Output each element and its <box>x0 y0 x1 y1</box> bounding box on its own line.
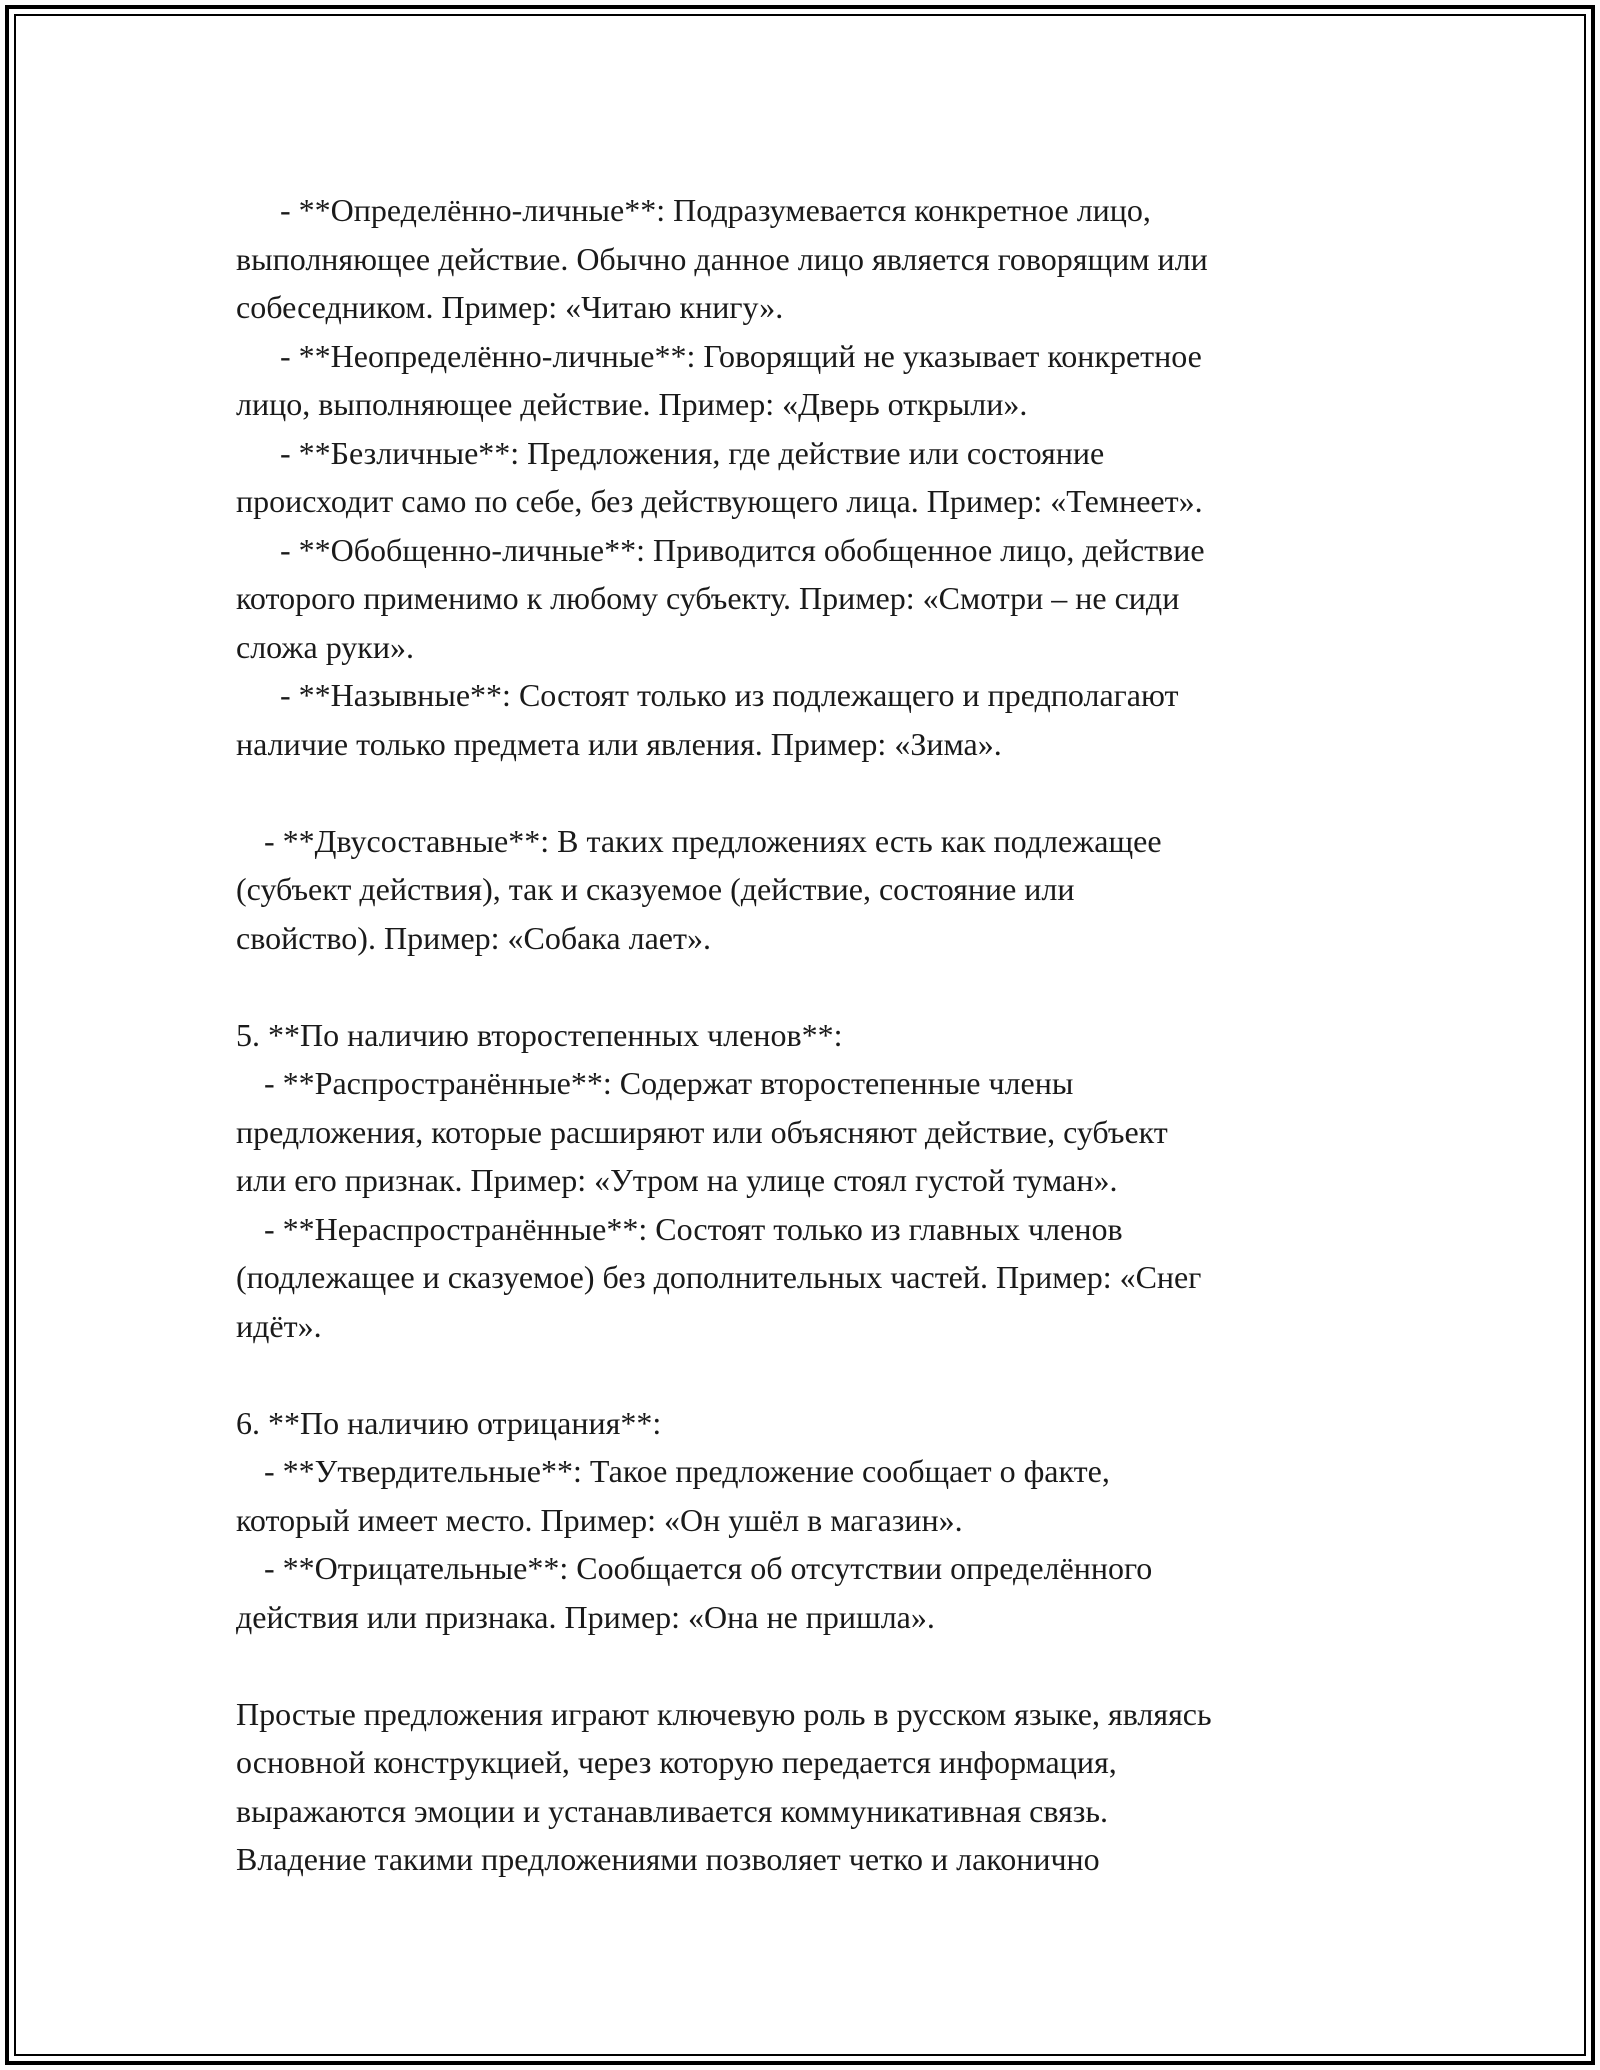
text-line: сложа руки». <box>236 628 414 665</box>
blank-line <box>236 1350 1376 1399</box>
text-line: Простые предложения играют ключевую роль в русском языке, являясь <box>236 1695 1212 1732</box>
text-line: - **Отрицательные**: Сообщается об отсутствии определённого <box>264 1550 1153 1586</box>
text-line: Владение такими предложениями позволяет четко и лаконично <box>236 1841 1100 1877</box>
text-line: основной конструкцией, через которую передается информация, <box>236 1744 1117 1780</box>
blank-line <box>236 1641 1376 1690</box>
text-line: (субъект действия), так и сказуемое (действие, состояние или <box>236 871 1075 907</box>
text-line: 6. **По наличию отрицания**: <box>236 1404 662 1441</box>
text-line: - **Определённо-личные**: Подразумевается конкретное лицо, <box>280 192 1151 228</box>
text-line: - **Неопределённо-личные**: Говорящий не указывает конкретное <box>280 337 1202 374</box>
text-line: 5. **По наличию второстепенных членов**: <box>236 1016 843 1053</box>
text-line: который имеет место. Пример: «Он ушёл в магазин». <box>236 1501 963 1538</box>
text-line: которого применимо к любому субъекту. Пример: «Смотри – не сиди <box>236 580 1180 616</box>
text-line: происходит само по себе, без действующего лица. Пример: «Темнеет». <box>236 483 1203 519</box>
text-line: наличие только предмета или явления. Пример: «Зима». <box>236 725 1002 762</box>
text-line: (подлежащее и сказуемое) без дополнительных частей. Пример: «Снег <box>236 1259 1202 1295</box>
text-line: идёт». <box>236 1307 322 1344</box>
text-line: - **Обобщенно-личные**: Приводится обобщенное лицо, действие <box>280 531 1205 568</box>
text-line: - **Двусоставные**: В таких предложениях есть как подлежащее <box>264 822 1162 859</box>
text-line: - **Назывные**: Состоят только из подлежащего и предполагают <box>280 677 1179 713</box>
blank-line <box>236 962 1376 1011</box>
document-body <box>236 186 1376 1884</box>
text-line: - **Безличные**: Предложения, где действие или состояние <box>280 434 1105 471</box>
text-line: свойство). Пример: «Собака лает». <box>236 919 711 956</box>
text-line: действия или признака. Пример: «Она не пришла». <box>236 1598 935 1635</box>
text-line: выражаются эмоции и устанавливается коммуникативная связь. <box>236 1792 1108 1829</box>
text-line: выполняющее действие. Обычно данное лицо является говорящим или <box>236 240 1208 277</box>
blank-line <box>236 768 1376 817</box>
text-line: - **Распространённые**: Содержат второстепенные члены <box>264 1065 1074 1101</box>
text-line: лицо, выполняющее действие. Пример: «Дверь открыли». <box>236 386 1028 422</box>
text-line: предложения, которые расширяют или объясняют действие, субъект <box>236 1113 1168 1150</box>
text-line: - **Нераспространённые**: Состоят только из главных членов <box>264 1210 1123 1247</box>
text-line: - **Утвердительные**: Такое предложение сообщает о факте, <box>264 1453 1110 1489</box>
text-line: или его признак. Пример: «Утром на улице стоял густой туман». <box>236 1162 1118 1198</box>
text-line: собеседником. Пример: «Читаю книгу». <box>236 289 784 325</box>
